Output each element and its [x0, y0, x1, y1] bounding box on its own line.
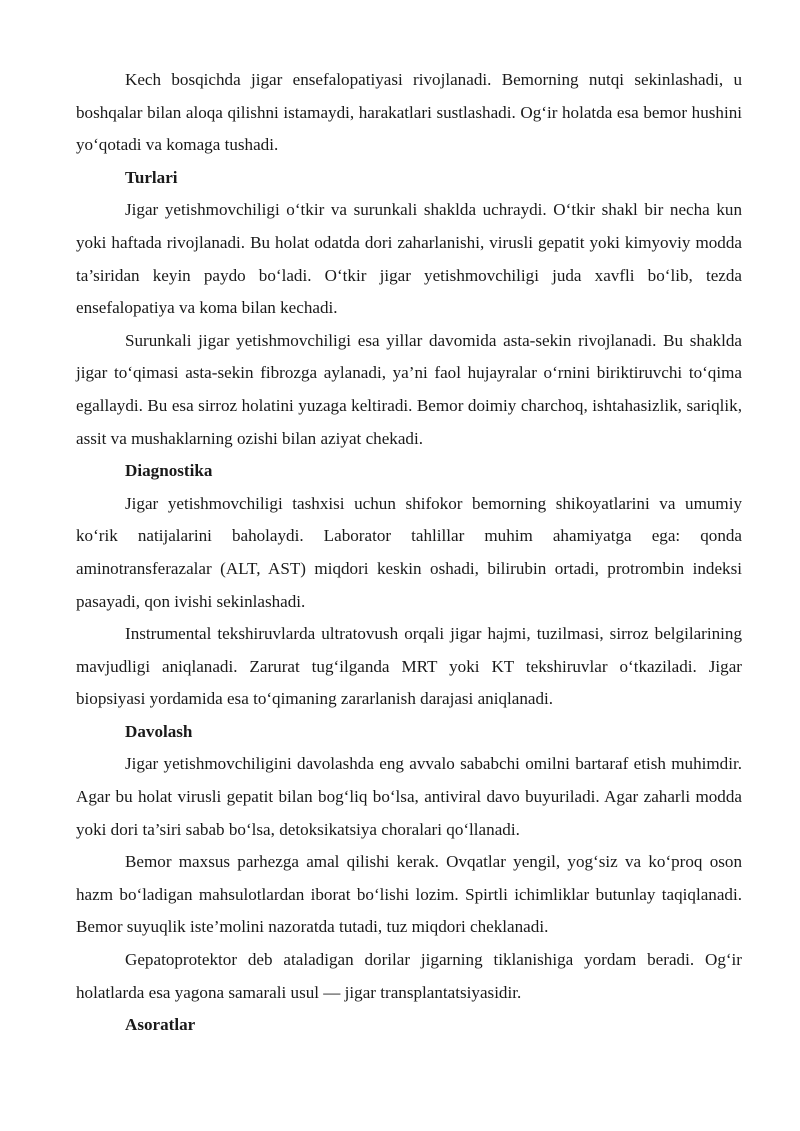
paragraph-hepatoprotectors: Gepatoprotektor deb ataladigan dorilar jigarning tiklanishiga yordam beradi. Og‘ir holatlarda esa yagona samarali usul — jigar transplantatsiyasidir. — [76, 950, 742, 1002]
paragraph-lab-diagnosis: Jigar yetishmovchiligi tashxisi uchun shifokor bemorning shikoyatlarini va umumiy ko‘rik natijalarini baholaydi. Laborator tahlillar muhim ahamiyatga ega: qonda aminotransferazalar (ALT, AST) miqdori keskin oshadi, bilirubin ortadi, protrombin indeksi pasayadi, qon ivishi sekinlashadi. — [76, 493, 742, 611]
document-page — [76, 64, 742, 1042]
heading-diagnostika: Diagnostika — [125, 461, 213, 481]
paragraph-treatment-cause: Jigar yetishmovchiligini davolashda eng avvalo sababchi omilni bartaraf etish muhimdir. Agar bu holat virusli gepatit bilan bog‘liq bo‘lsa, antiviral davo buyuriladi. Agar zaharli modda yoki dori ta’siri sabab bo‘lsa, detoksikatsiya choralari qo‘llanadi. — [76, 754, 742, 839]
heading-asoratlar: Asoratlar — [125, 1015, 196, 1035]
paragraph-diet: Bemor maxsus parhezga amal qilishi kerak. Ovqatlar yengil, yog‘siz va ko‘proq oson hazm bo‘ladigan mahsulotlardan iborat bo‘lishi lozim. Spirtli ichimliklar butunlay taqiqlanadi. Bemor suyuqlik iste’molini nazoratda tutadi, tuz miqdori cheklanadi. — [76, 852, 742, 937]
paragraph-late-stage: Kech bosqichda jigar ensefalopatiyasi rivojlanadi. Bemorning nutqi sekinlashadi, u boshqalar bilan aloqa qilishni istamaydi, harakatlari sustlashadi. Og‘ir holatda esa bemor hushini yo‘qotadi va komaga tushadi. — [76, 70, 742, 155]
paragraph-chronic-form: Surunkali jigar yetishmovchiligi esa yillar davomida asta-sekin rivojlanadi. Bu shaklda jigar to‘qimasi asta-sekin fibrozga aylanadi, ya’ni faol hujayralar o‘rnini biriktiruvchi to‘qima egallaydi. Bu esa sirroz holatini yuzaga keltiradi. Bemor doimiy charchoq, ishtahasizlik, sariqlik, assit va mushaklarning ozishi bilan aziyat chekadi. — [76, 330, 742, 448]
heading-turlari: Turlari — [125, 167, 178, 187]
paragraph-acute-form: Jigar yetishmovchiligi o‘tkir va surunkali shaklda uchraydi. O‘tkir shakl bir necha kun yoki haftada rivojlanadi. Bu holat odatda dori zaharlanishi, virusli gepatit yoki kimyoviy modda ta’siridan keyin paydo bo‘ladi. O‘tkir jigar yetishmovchiligi juda xavfli bo‘lib, tezda ensefalopatiya va koma bilan kechadi. — [76, 200, 742, 318]
heading-davolash: Davolash — [125, 721, 193, 741]
paragraph-instrumental-diagnosis: Instrumental tekshiruvlarda ultratovush orqali jigar hajmi, tuzilmasi, sirroz belgilarining mavjudligi aniqlanadi. Zarurat tug‘ilganda MRT yoki KT tekshiruvlar o‘tkaziladi. Jigar biopsiyasi yordamida esa to‘qimaning zararlanish darajasi aniqlanadi. — [76, 624, 742, 709]
